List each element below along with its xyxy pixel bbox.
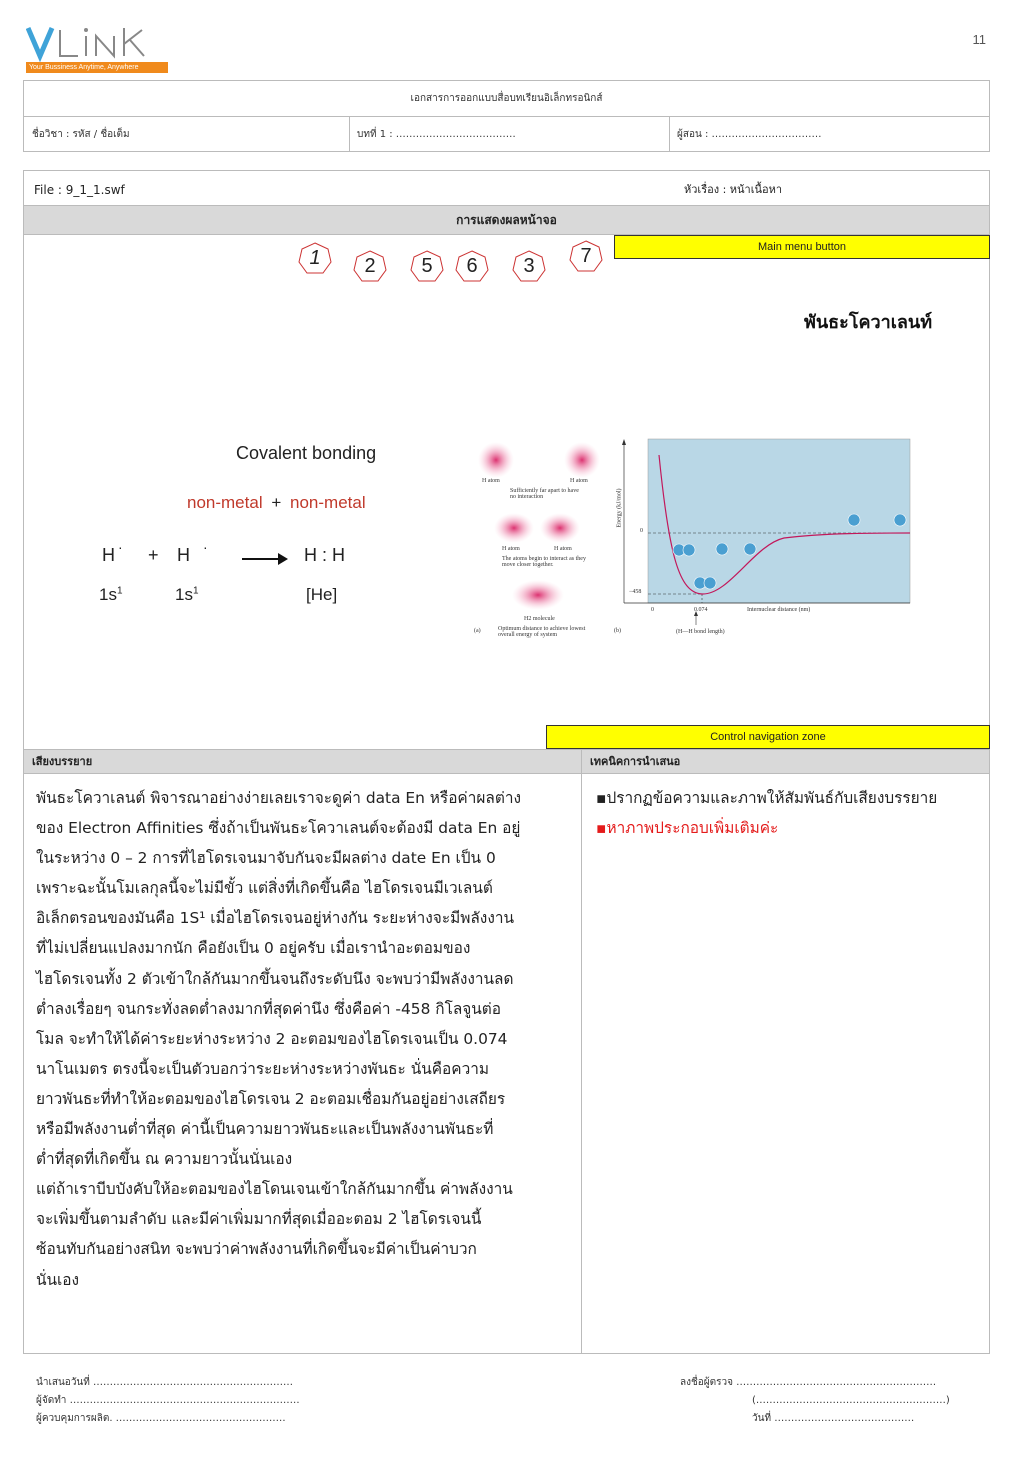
narration-line: นาโนเมตร ตรงนี้จะเป็นตัวบอกว่าระยะห่างระหว่างพันธะ นั่นคือความ [36,1059,490,1078]
narration-line: ซ้อนทับกันอย่างสนิท จะพบว่าค่าพลังงานที่เกิดขึ้นจะมีค่าเป็นค่าบวก [36,1240,477,1259]
helium-config: [He] [306,585,338,604]
h2-product: H : H [304,545,346,565]
review-date: วันที่ …………………………………… [752,1413,915,1424]
menu-button-5[interactable]: 5 [410,249,444,283]
plus-sign: + [271,493,282,512]
nonmetal-1: non-metal [187,493,263,512]
footer-left [36,1374,300,1428]
menu-button-6[interactable]: 6 [455,249,489,283]
menu-button-1[interactable]: 1 [298,241,332,275]
page-number: 11 [972,32,986,47]
producer-field: ผู้จัดทำ …………………………………………………………… [36,1395,300,1406]
logo-tagline: Your Bussiness Anytime, Anywhere [26,62,168,73]
narration-line: พันธะโควาเลนต์ พิจารณาอย่างง่ายเลยเราจะดูค่า data En หรือค่าผลต่าง [36,789,521,807]
instructor-field: ผู้สอน : …………………………… [677,129,822,140]
slide-title: พันธะโควาเลนท์ [804,312,933,333]
hydrogen-2: H [177,545,190,565]
file-row [24,171,989,205]
narration-line: เพราะฉะนั้นโมเลกุลนี้จะไม่มีขั้ว แต่สิ่งที่เกิดขึ้นคือ ไฮโดรเจนมีเวเลนต์ [36,879,493,898]
narration-line: ต่ำที่สุดที่เกิดขึ้น ณ ความยาวนั้นนั่นเอง [36,1150,293,1169]
narration-line: โมล จะทำให้ได้ค่าระยะห่างระหว่าง 2 อะตอมของไฮโดรเจนเป็น 0.074 [36,1029,508,1048]
narration-line: หรือมีพลังงานต่ำที่สุด ค่านี้เป็นความยาวพันธะและเป็นพลังงานพันธะที่ [36,1120,494,1139]
narration-line: นั่นเอง [36,1270,80,1289]
narration-line: อิเล็กตรอนของมันคือ 1S¹ เมื่อไฮโดรเจนอยู่ห่างกัน ระยะห่างจะมีพลังงาน [36,909,515,928]
narration-line: ของ Electron Affinities ซึ่งถ้าเป็นพันธะโควาเลนต์จะต้องมี data En อยู่ [36,819,521,838]
energy-chart: Energy (kJ/mol) 0 −458 0 0.074 Internuclear distance (nm) (H—H bond length) [614,435,914,650]
bullet-square-icon: ▪ [596,789,607,807]
file-label: File : 9_1_1.swf [34,183,125,197]
chapter-field: บทที่ 1 : ……………………………… [357,129,516,140]
narration-line: ต่ำลงเรื่อยๆ จนกระทั่งลดต่ำลงมากที่สุดค่านึง ซึ่งคือค่า -458 กิโลจูนต่อ [36,999,502,1018]
technique-item: ▪หาภาพประกอบเพิ่มเติมค่ะ [596,819,779,837]
narration-line: ไฮโดรเจนทั้ง 2 ตัวเข้าใกล้กันมากขึ้นจนถึงระดับนึง จะพบว่ามีพลังงานลด [36,969,514,988]
doc-title: เอกสารการออกแบบสื่อบทเรียนอิเล็กทรอนิกส์ [24,81,989,117]
reaction-equation: H · + H · H : H [102,539,346,565]
technique-item: ▪ปรากฏข้อความและภาพให้สัมพันธ์กับเสียงบรรยาย [596,789,938,807]
bullet-square-icon: ▪ [596,819,607,837]
menu-button-2[interactable]: 2 [353,249,387,283]
controller-field: ผู้ควบคุมการผลิต. …………………………………………… [36,1413,286,1424]
main-menu-zone: Main menu button [614,235,990,259]
reviewer-name-paren: (…………………………………………………) [752,1395,950,1406]
narration-header: เสียงบรรยาย [24,750,581,774]
technique-list [596,783,986,843]
narration-text [36,783,571,1295]
technique-header: เทคนิคการนำเสนอ [582,750,989,774]
presented-date: นำเสนอวันที่ …………………………………………………… [36,1377,294,1388]
document-header-table [23,80,990,152]
menu-button-7[interactable]: 7 [569,239,603,273]
footer-right [680,1374,960,1428]
narration-line: ที่ไม่เปลี่ยนแปลงมากนัก คือยังเป็น 0 อยู่ครับ เมื่อเรานำอะตอมของ [36,939,471,958]
display-bar: การแสดงผลหน้าจอ [24,205,989,235]
narration-line: ยาวพันธะที่ทำให้อะตอมของไฮโดรเจน 2 อะตอมเชื่อมกันอยู่อย่างเสถียร [36,1089,506,1108]
subject-field: ชื่อวิชา : รหัส / ชื่อเต็ม [32,129,130,140]
narration-line: จะเพิ่มขึ้นตามลำดับ และมีค่าเพิ่มมากที่สุดเมื่ออะตอม 2 ไฮโดรเจนนี้ [36,1210,482,1229]
figure-panel-a: H atom H atom Sufficiently far apart to have no interaction H atom H atom The atoms begin to interact as they move closer together. H2 molecule (a) Optimum distance to achieve lowest overall energy of system (b) [474,440,609,650]
nonmetal-2: non-metal [290,493,366,512]
control-nav-zone: Control navigation zone [546,725,990,749]
narration-line: ในระหว่าง 0 – 2 การที่ไฮโดรเจนมาจับกันจะมีผลต่าง date En เป็น 0 [36,849,496,868]
narration-line: แต่ถ้าเราบีบบังคับให้อะตอมของไฮโดนเจนเข้าใกล้กันมากขึ้น ค่าพลังงาน [36,1180,513,1199]
menu-button-3[interactable]: 3 [512,249,546,283]
hydrogen-1: H [102,545,115,565]
reviewer-field: ลงชื่อผู้ตรวจ …………………………………………………… [680,1377,937,1388]
electron-configs: $1s^1$ $1s^1$ [He] [99,585,338,604]
covalent-heading: Covalent bonding [236,443,377,463]
topic-label: หัวเรื่อง : หน้าเนื้อหา [684,183,783,196]
screen-display [24,235,989,750]
storyboard-frame [23,170,990,1354]
plus-sign-2: + [148,545,159,565]
